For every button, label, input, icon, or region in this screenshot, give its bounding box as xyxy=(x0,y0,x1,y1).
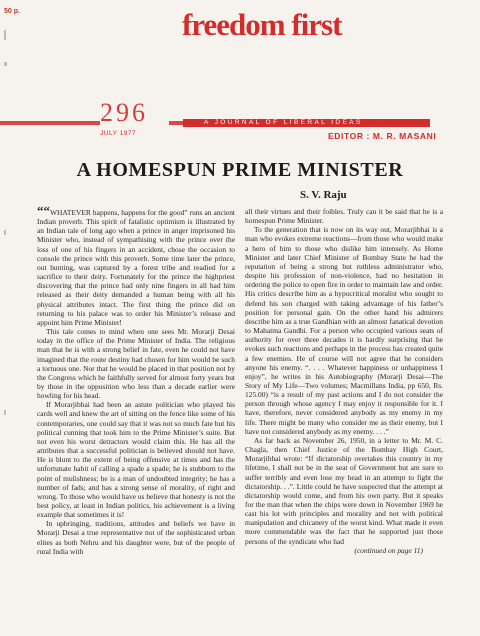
paragraph: all their virtues and their foibles. Truly can it be said that he is a homespun Prime Minister. xyxy=(245,207,443,226)
journal-subtitle: A JOURNAL OF LIBERAL IDEAS xyxy=(204,119,363,126)
article-column-right xyxy=(245,207,443,555)
article-author: S. V. Raju xyxy=(300,189,347,201)
margin-mark xyxy=(4,62,7,66)
article-column-left xyxy=(37,203,235,556)
masthead-logo xyxy=(182,7,342,42)
masthead-rule-left xyxy=(0,121,100,125)
paragraph: As far back as November 26, 1950, in a letter to Mr. M. C. Chagla, then Chief Justice of the Bombay High Court, Morarjibhai wrote: “If dictatorship overtakes this country in my lifetime, I shall not be in the seat of Government but am sure to suffer terribly and even lose my head in an attempt to fight the dictatorship. . .”. Little could he have suspected that the attempt at dictatorship would come, and from his own party. But it speaks for the man that when the chips were down in November 1969 he cast his lot with principles and morality and not with political manipulation and chicanery of the worst kind. What made it even more commendable was the fact that he supported just those persons of the syndicate who had xyxy=(245,435,443,546)
masthead-title: freedom first xyxy=(182,7,342,42)
paragraph: In upbringing, traditions, attitudes and beliefs we have in Morarji Desai a true representative not of the sophisticated urban elites as both Nehru and his daughter were, but of the people of rural India with xyxy=(37,519,235,556)
paragraph: ““WHATEVER happens, happens for the good” runs an ancient Indian proverb. This spirit of fatalistic optimism is illustrated by an Indian tale of long ago when a prince in anger imprisoned his Minister who, instead of sympathising with the prince over the loss of one of his fingers in an accident, chose the occasion to console the prince with this proverb. Some time later the prince, out hunting, was captured by a forest tribe and readied for a sacrifice to their deity. Fortunately for the prince the highpriest discovering that the prince had only nine fingers in all had him released as their deity demanded a human being with all his physical attributes intact. The first thing the prince did on returning to his palace was to order his Minister’s release and appoint him Prime Minister! xyxy=(37,203,235,327)
issue-number: 296 xyxy=(100,98,148,127)
paragraph: This tale comes to mind when one sees Mr. Morarji Desai today in the office of the Prime Minister of India. The religious man that he is with a strong belief in fate, even he could not have imagined that the route destiny had chosen for him would be such a tortuous one. Nor that he would be placed in that position not by the Congress which he faithfully served for almost forty years but by those in the opposition who less than a decade earlier were howling for his head. xyxy=(37,327,235,401)
opening-quote: ““ xyxy=(37,203,50,218)
issue-date: JULY 1977 xyxy=(100,130,137,137)
masthead-rule-mid xyxy=(169,121,183,125)
article-title: A HOMESPUN PRIME MINISTER xyxy=(76,159,404,181)
continued-note[interactable]: (continued on page 11) xyxy=(354,545,423,555)
margin-mark xyxy=(4,30,6,40)
margin-mark xyxy=(4,230,6,235)
cover-price: 50 p. xyxy=(4,8,20,15)
editor-credit: EDITOR : M. R. MASANI xyxy=(328,131,437,141)
margin-mark xyxy=(4,410,6,415)
paragraph: To the generation that is now on its way out, Morarjibhai is a man who evokes extreme reactions—from those who would make a hero of him to those who dislike him intensely. As Home Minister and later Chief Minister of Bombay State he had the reputation of being a strong but ruthless administrator who, despite his profession of non-violence, had no hesitation in ordering the police to open fire in order to maintain law and order. His critics describe him as a hypocritical moralist who sought to defend his son charged with taking advantage of his father’s position for personal gain. On the other hand his admirers describe him as a true Gandhian with an almost fanatical devotion to Mahatma Gandhi. For a person who occupied various seats of authority for over three decades it is hardly surprising that he evokes such reactions and perhaps in the process has created quite a few enemies. He of course will not agree that he considers anyone his enemy. “. . . . Whatever happiness or unhappiness I enjoy”, he writes in his Autobiography (Morarji Desai—The Story of My Life—Two volumes; Macmillans India, pp 650, Rs. 125.00) “is a result of my past actions and I do not consider the person through whose agency I may enjoy it responsible for it. I have, therefore, never considered anybody as my enemy in my life. There might be many who consider me as their enemy, but I have not considered anybody as my enemy. . . .” xyxy=(245,225,443,436)
paragraph: If Morarjibhai had been an astute politician who played his cards well and knew the art of sitting on the fence like some of his contemporaries, one could say that it was not so much fate but his political cunning that took him to the Prime Minister’s suite. But not even his worst detractors would claim this. He has all the attributes that a successful politician is believed should not have. He is blunt to the extent of being offensive at times and has the unfortunate habit of calling a spade a spade; he is stubborn to the point of mulishness; he is a man of undoubted integrity; he has a number of fads; and has a strong sense of morality, of right and wrong. To those who would have us believe that honesty is not the best policy, at least in Indian politics, his achievement is a living example that sometimes it is! xyxy=(37,400,235,520)
